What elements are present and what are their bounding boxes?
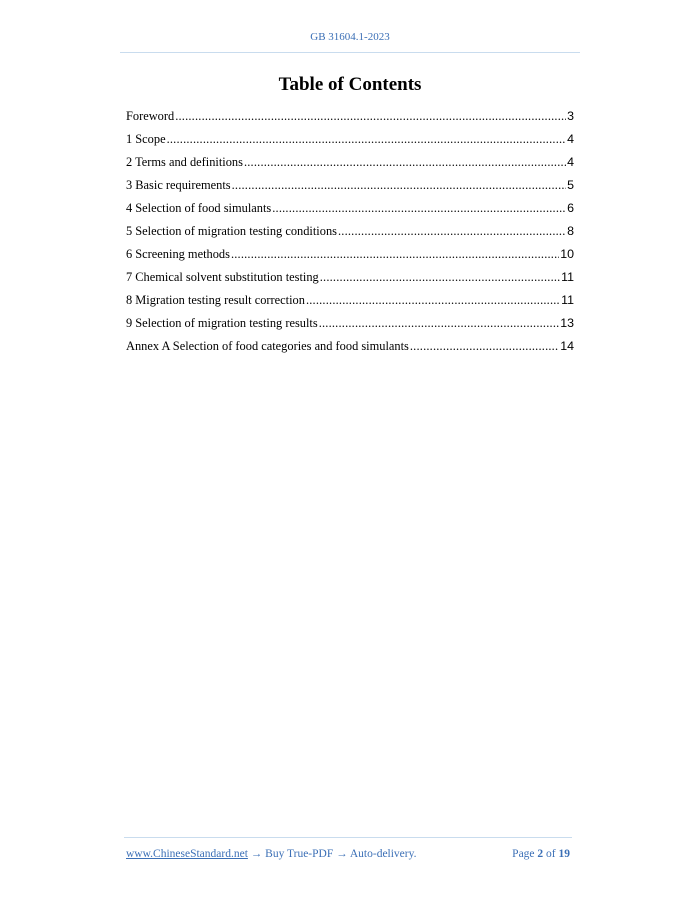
toc-entry-page: 14 <box>560 339 574 353</box>
toc-entry-label: 8 Migration testing result correction <box>126 293 305 307</box>
toc-entry-migration-conditions[interactable] <box>126 224 574 247</box>
toc-entry-solvent-substitution[interactable] <box>126 270 574 293</box>
toc-entry-terms[interactable] <box>126 155 574 178</box>
toc-entry-page: 4 <box>567 155 574 169</box>
toc-entry-food-simulants[interactable] <box>126 201 574 224</box>
toc-dot-leader <box>232 178 566 193</box>
toc-dot-leader <box>319 316 560 331</box>
toc-entry-page: 11 <box>561 270 574 284</box>
toc-entry-page: 13 <box>560 316 574 330</box>
toc-entry-label: 2 Terms and definitions <box>126 155 243 169</box>
footer-divider <box>124 837 572 838</box>
toc-dot-leader <box>320 270 560 285</box>
toc-entry-label: Foreword <box>126 109 175 123</box>
toc-entry-label: 1 Scope <box>126 132 166 146</box>
auto-delivery-text: Auto-delivery. <box>349 848 417 860</box>
page-indicator <box>512 848 570 860</box>
toc-entry-label: 5 Selection of migration testing conditions <box>126 224 337 238</box>
toc-dot-leader <box>272 201 566 216</box>
toc-entry-label: 3 Basic requirements <box>126 178 231 192</box>
toc-entry-foreword[interactable] <box>126 109 574 132</box>
page-word: Page <box>512 848 535 860</box>
toc-entry-result-selection[interactable] <box>126 316 574 339</box>
toc-entry-annex-a[interactable] <box>126 339 574 362</box>
toc-entry-page: 11 <box>561 293 574 307</box>
running-header: GB 31604.1-2023 <box>310 31 390 43</box>
site-link[interactable]: www.ChineseStandard.net <box>126 848 248 860</box>
toc-entry-page: 5 <box>567 178 574 192</box>
footer-links <box>126 848 417 860</box>
page-of: of <box>546 848 556 860</box>
toc-entry-page: 4 <box>567 132 574 146</box>
arrow-right-icon: → <box>250 848 263 860</box>
page-title: Table of Contents <box>278 74 422 95</box>
page-total: 19 <box>558 848 570 860</box>
table-of-contents <box>126 109 574 362</box>
toc-dot-leader <box>338 224 566 239</box>
header-divider <box>120 52 580 53</box>
toc-dot-leader <box>167 132 567 147</box>
toc-entry-page: 8 <box>567 224 574 238</box>
page-current: 2 <box>537 848 544 860</box>
toc-entry-label: 9 Selection of migration testing results <box>126 316 318 330</box>
toc-entry-label: Annex A Selection of food categories and food simulants <box>126 339 409 353</box>
toc-entry-label: 6 Screening methods <box>126 247 230 261</box>
toc-entry-page: 6 <box>567 201 574 215</box>
toc-dot-leader <box>410 339 559 354</box>
toc-entry-screening-methods[interactable] <box>126 247 574 270</box>
toc-entry-page: 3 <box>567 109 574 123</box>
toc-dot-leader <box>244 155 566 170</box>
toc-entry-label: 7 Chemical solvent substitution testing <box>126 270 319 284</box>
toc-entry-label: 4 Selection of food simulants <box>126 201 272 215</box>
toc-entry-basic-requirements[interactable] <box>126 178 574 201</box>
toc-dot-leader <box>306 293 560 308</box>
arrow-right-icon: → <box>336 848 348 860</box>
toc-dot-leader <box>231 247 559 262</box>
toc-entry-scope[interactable] <box>126 132 574 155</box>
toc-entry-page: 10 <box>560 247 574 261</box>
toc-dot-leader <box>175 109 566 124</box>
toc-entry-result-correction[interactable] <box>126 293 574 316</box>
buy-pdf-link[interactable]: Buy True-PDF <box>265 848 334 860</box>
